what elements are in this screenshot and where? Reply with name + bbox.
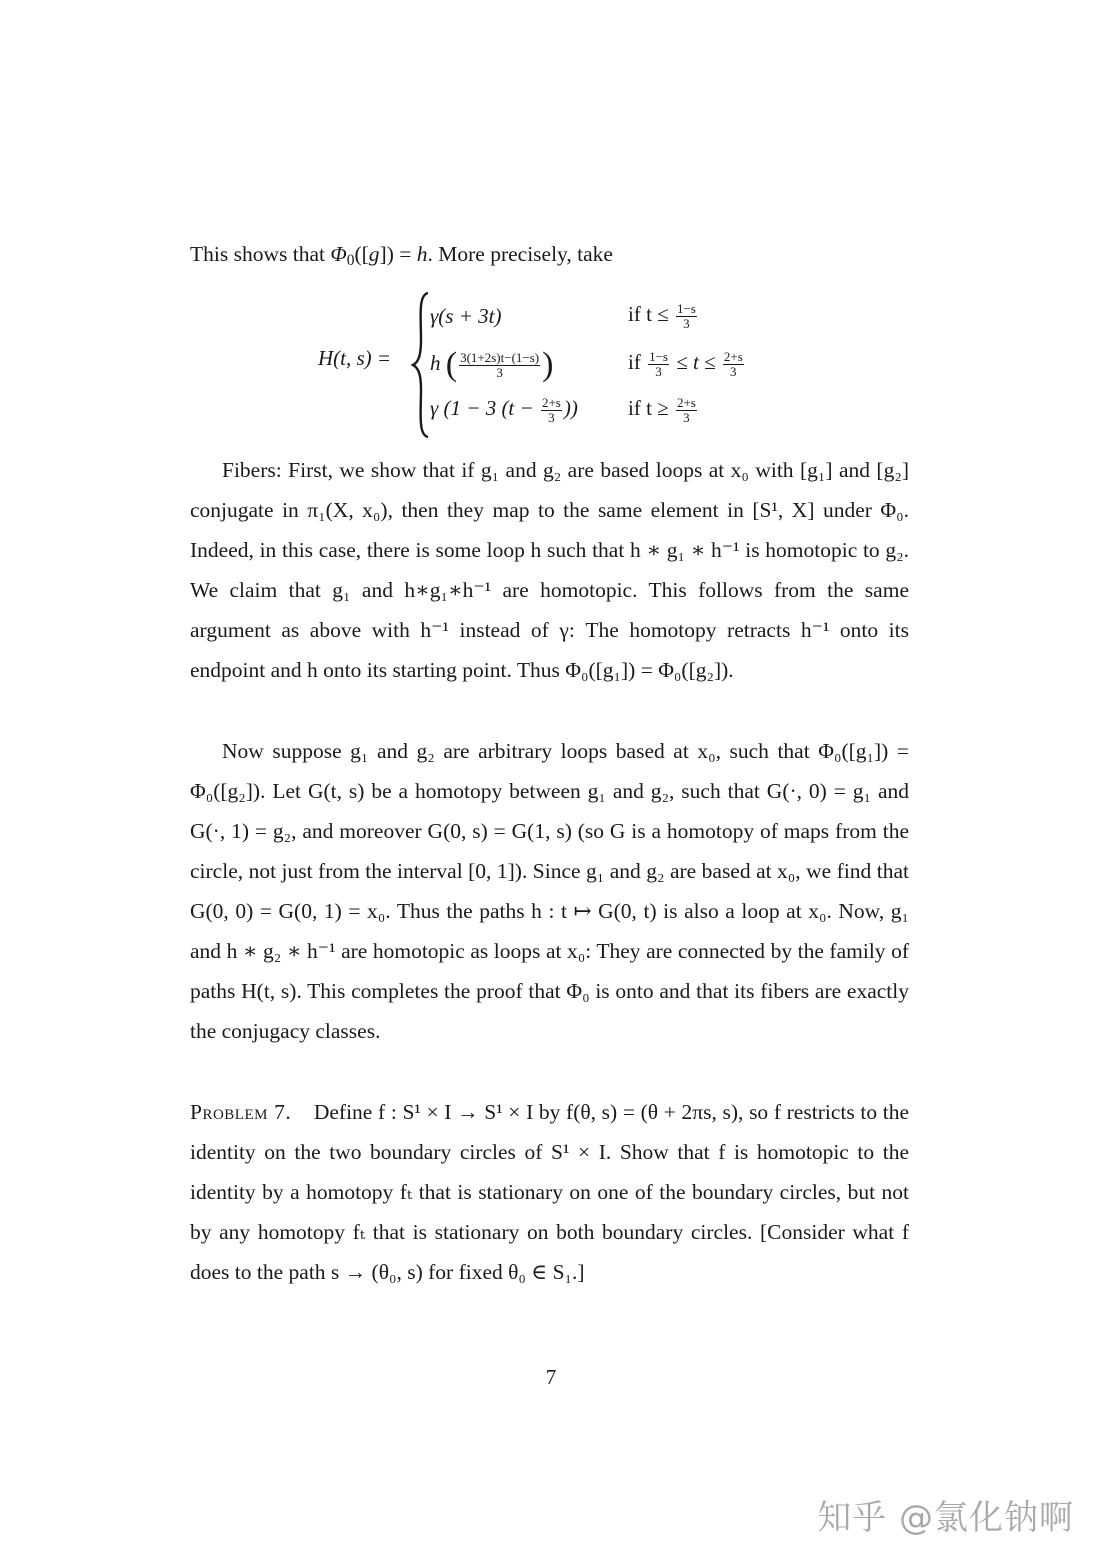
fraction-numerator: 1−s — [676, 301, 696, 317]
equation-row-2-condition — [628, 350, 746, 390]
equation-lhs — [318, 346, 391, 371]
intro-text: This shows that — [190, 242, 331, 266]
row3-expression-b: )) — [563, 396, 578, 420]
left-brace-icon — [410, 290, 432, 440]
row3-condition-fraction — [676, 396, 697, 424]
fraction-denominator: 3 — [683, 315, 690, 331]
fraction-denominator: 3 — [683, 409, 690, 425]
now-suppose-paragraph: Now suppose g₁ and g₂ are arbitrary loops based at x₀, such that Φ₀([g₁]) = Φ₀([g₂]). Let G(t, s) be a homotopy between g₁ and g₂, such that G(·, 0) = g₁ and G(·, 1) = g₂, and moreover G(0, s) = G(1, s) (so G is a homotopy of maps from the circle, not just from the interval [0, 1]). Since g₁ and g₂ are based at x₀, we find that G(0, 0) = G(0, 1) = x₀. Thus the paths h : t ↦ G(0, t) is also a loop at x₀. Now, g₁ and h ∗ g₂ ∗ h⁻¹ are homotopic as loops at x₀: They are connected by the family of paths H(t, s). This completes the proof that Φ₀ is onto and that its fibers are exactly the conjugacy classes. — [190, 739, 909, 1043]
row3-condition-text: if t ≥ — [628, 396, 669, 420]
row2-open-paren: ( — [445, 346, 458, 383]
equation-row-1-condition — [628, 302, 699, 342]
fibers-paragraph: Fibers: First, we show that if g₁ and g₂ are based loops at x₀ with [g₁] and [g₂] conjugate in π₁(X, x₀), then they map to the same element in [S¹, X] under Φ₀. Indeed, in this case, there is some loop h such that h ∗ g₁ ∗ h⁻¹ is homotopic to g₂. We claim that g₁ and h∗g₁∗h⁻¹ are homotopic. This follows from the same argument as above with h⁻¹ instead of γ: The homotopy retracts h⁻¹ onto its endpoint and h onto its starting point. Thus Φ₀([g₁]) = Φ₀([g₂]). — [190, 458, 909, 682]
fraction-denominator: 3 — [730, 363, 737, 379]
row2-condition-mid: ≤ t ≤ — [676, 350, 716, 374]
problem-label: Problem 7. — [190, 1100, 292, 1124]
equation-row-2 — [430, 346, 553, 386]
phi-subscript: 0 — [346, 251, 355, 269]
fraction-numerator: 2+s — [676, 395, 696, 411]
row3-expression-a: γ (1 − 3 (t − — [430, 396, 534, 420]
row1-condition-text: if t ≤ — [628, 302, 669, 326]
row2-condition-if: if — [628, 350, 641, 374]
fraction-numerator: 2+s — [541, 395, 561, 411]
equation-lhs-text: H(t, s) = — [318, 346, 392, 370]
fraction-numerator: 3(1+2s)t−(1−s) — [460, 350, 540, 366]
page-number: 7 — [545, 1365, 557, 1389]
problem-7 — [190, 1092, 909, 1292]
problem-text: Define f : S¹ × I → S¹ × I by f(θ, s) = (θ + 2πs, s), so f restricts to the identity on the two boundary circles of S¹ × I. Show that f is homotopic to the identity by a homotopy fₜ that is stationary on one of the boundary circles, but not by any homotopy fₜ that is stationary on both boundary circles. [Consider what f does to the path s → (θ₀, s) for fixed θ₀ ∈ S₁.] — [190, 1100, 910, 1284]
fraction-denominator: 3 — [548, 409, 555, 425]
equation-row-1 — [430, 304, 501, 344]
intro-text-tail: . More precisely, take — [427, 242, 613, 266]
fraction-numerator: 1−s — [649, 349, 668, 365]
piecewise-equation — [318, 290, 798, 440]
intro-line — [190, 234, 909, 274]
h-symbol: h — [416, 242, 428, 266]
row2-condition-fraction-a — [648, 350, 669, 378]
row2-condition-fraction-b — [723, 350, 744, 378]
row3-fraction — [541, 396, 562, 424]
g-symbol: g — [368, 242, 380, 266]
equation-row-3-condition — [628, 396, 699, 436]
row2-fraction — [459, 351, 540, 379]
equation-row-3 — [430, 396, 578, 436]
intro-text-equals: ]) = — [379, 242, 417, 266]
fraction-denominator: 3 — [655, 363, 662, 379]
row2-h: h — [430, 351, 441, 375]
watermark: 知乎 @氯化钠啊 — [817, 1498, 1074, 1538]
row1-expression: γ(s + 3t) — [430, 304, 502, 328]
phi-symbol: Φ — [330, 242, 347, 266]
row1-condition-fraction — [676, 302, 697, 330]
row2-close-paren: ) — [542, 346, 554, 383]
intro-text-bracket: ([ — [354, 242, 369, 266]
fraction-denominator: 3 — [496, 364, 503, 380]
fraction-numerator: 2+s — [723, 349, 743, 365]
